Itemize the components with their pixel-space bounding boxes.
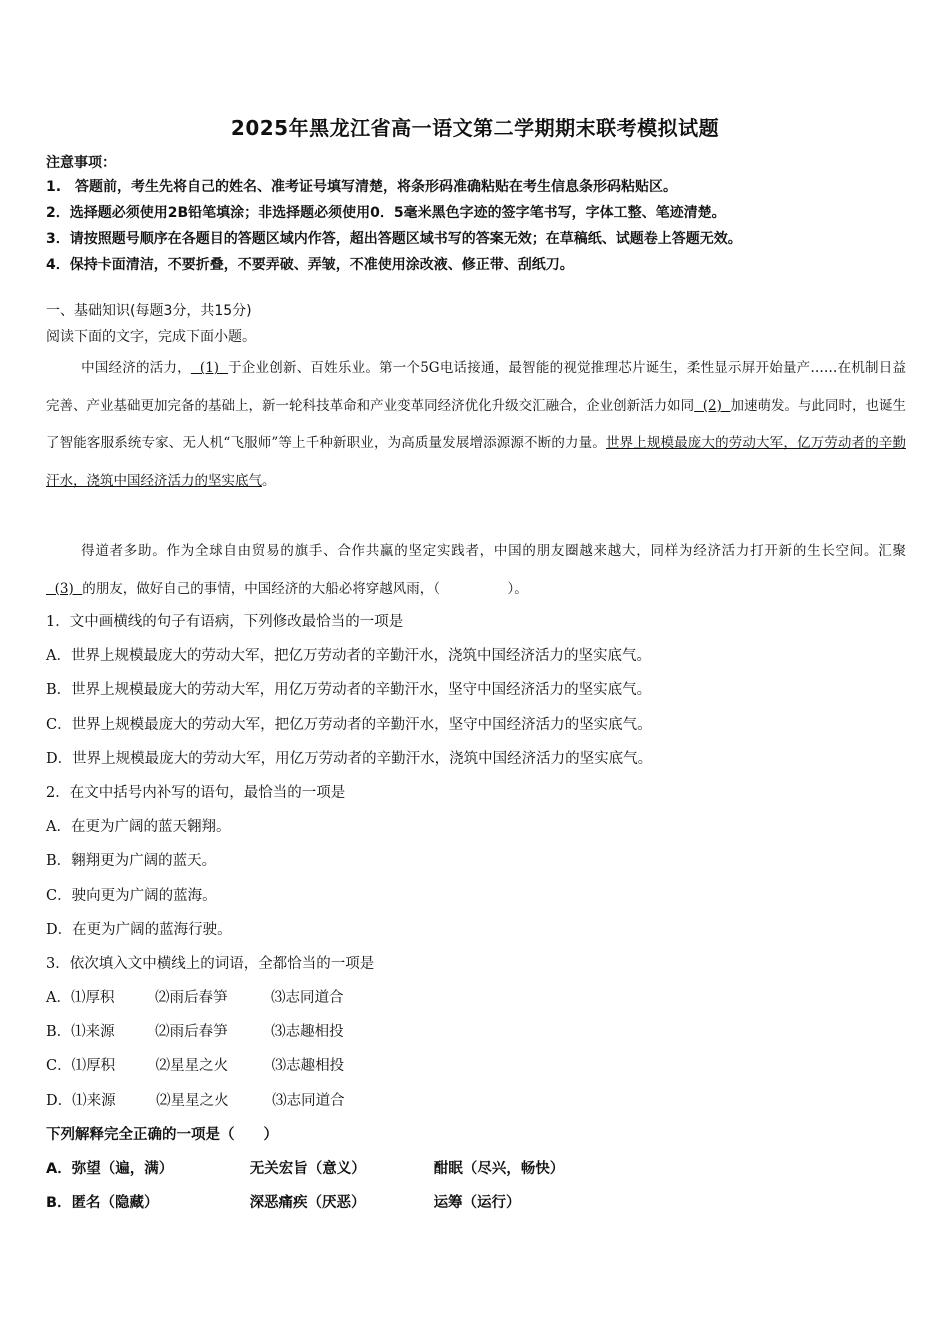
question-3-option-a [46,981,906,1015]
option-word-3: ⑶志同道合 [270,990,344,1007]
passage-text: 中国经济的活力， [81,360,191,376]
option-word-2: ⑵雨后春笋 [154,990,228,1007]
question-1-option-c: C．世界上规模最庞大的劳动大军，把亿万劳动者的辛勤汗水，坚守中国经济活力的坚实底气。 [46,716,652,733]
passage-paragraph-2 [46,533,906,608]
question-3-option-d [46,1084,906,1118]
option-term-1: 弥望（遍，满） [71,1161,174,1177]
question-4-option-b [46,1186,906,1220]
question-1-option-a: A．世界上规模最庞大的劳动大军，把亿万劳动者的辛勤汗水，浇筑中国经济活力的坚实底气。 [46,648,651,665]
option-word-1: ⑴厚积 [70,990,115,1007]
notice-item: 3．请按照题号顺序在各题目的答题区域内作答，超出答题区域书写的答案无效；在草稿纸、试题卷上答题无效。 [46,231,742,247]
blank-2: (2) [694,397,731,414]
option-word-2: ⑵星星之火 [155,1058,229,1075]
option-label: B． [46,1024,72,1041]
notice-item: 2．选择题必须使用2B铅笔填涂；非选择题必须使用0．5毫米黑色字迹的签字笔书写，字体工整、笔迹清楚。 [46,205,726,221]
underlined-sentence: 世界上规模最庞大的劳动大军，亿万劳动者的辛勤汗水，浇筑中国经济活力的坚实底气 [46,435,906,489]
option-label: D． [46,1092,73,1109]
option-term-3: 运筹（运行） [433,1195,521,1212]
option-label: A． [46,990,71,1007]
option-word-3: ⑶志同道合 [272,1092,345,1109]
question-3-option-c [46,1049,906,1083]
passage-text: 加速萌发。与此同时，也诞生了智能客服系统专家、无人机“飞服师”等上千种新职业，为高质量发展增添源源不断的力量。 [46,397,907,451]
option-word-1: ⑴厚积 [71,1058,116,1075]
option-label: A． [46,1161,72,1177]
blank-3: (3) [46,580,83,597]
notice-item: 4．保持卡面清洁，不要折叠，不要弄破、弄皱，不准使用涂改液、修正带、刮纸刀。 [46,257,574,273]
option-label: C． [46,1058,72,1075]
question-3-stem: 3．依次填入文中横线上的词语，全都恰当的一项是 [46,955,375,972]
option-term-3: 酣眠（尽兴，畅快） [433,1161,565,1177]
option-word-2: ⑵星星之火 [156,1092,229,1109]
notice-item: 1. 答题前，考生先将自己的姓名、准考证号填写清楚，将条形码准确粘贴在考生信息条形码粘贴区。 [46,179,678,195]
question-2-option-c: C．驶向更为广阔的蓝海。 [46,887,217,904]
question-1-option-b: B．世界上规模最庞大的劳动大军，用亿万劳动者的辛勤汗水，坚守中国经济活力的坚实底气。 [46,682,652,699]
question-3-option-b [46,1015,906,1049]
passage-paragraph-1 [46,350,906,500]
option-term-2: 无关宏旨（意义） [249,1161,366,1177]
section-heading: 一、基础知识(每题3分，共15分) [46,303,252,319]
option-word-2: ⑵雨后春笋 [155,1024,228,1041]
reading-instruction: 阅读下面的文字，完成下面小题。 [46,329,256,345]
question-2-option-a: A．在更为广阔的蓝天翱翔。 [46,819,231,836]
passage-text: 得道者多助。作为全球自由贸易的旗手、合作共赢的坚定实践者，中国的朋友圈越来越大，同样为经济活力打开新的生长空间。汇聚 [81,543,906,559]
page-title: 2025年黑龙江省高一语文第二学期期末联考模拟试题 [230,116,720,140]
question-list [46,605,906,1220]
question-1-stem: 1．文中画横线的句子有语病，下列修改最恰当的一项是 [46,614,404,630]
question-4-option-a [46,1152,906,1186]
option-term-1: 匿名（隐藏） [71,1195,159,1212]
passage-text: 的朋友，做好自己的事情，中国经济的大船必将穿越风雨，（ ）。 [82,580,528,597]
passage-text: 。 [262,472,276,489]
option-word-1: ⑴来源 [71,1024,115,1041]
option-word-1: ⑴来源 [72,1092,116,1109]
option-word-3: ⑶志趣相投 [271,1058,345,1075]
question-1-option-d: D．世界上规模最庞大的劳动大军，用亿万劳动者的辛勤汗水，浇筑中国经济活力的坚实底气。 [46,750,653,767]
question-2-option-b: B．翱翔更为广阔的蓝天。 [46,853,217,870]
option-label: B． [46,1195,72,1212]
question-2-stem: 2．在文中括号内补写的语句，最恰当的一项是 [46,784,346,801]
passage-text: 于企业创新、百姓乐业。第一个5G电话接通，最智能的视觉推理芯片诞生，柔性显示屏开始量产……在机制日益完善、产业基础更加完备的基础上，新一轮科技革命和产业变革同经济优化升级交汇融合，企业创新活力如同 [46,360,906,414]
question-2-option-d: D．在更为广阔的蓝海行驶。 [46,921,232,938]
question-4-stem: 下列解释完全正确的一项是（ ） [46,1126,278,1143]
notice-heading: 注意事项： [46,155,116,171]
notice-list [46,174,906,278]
option-word-3: ⑶志趣相投 [271,1024,344,1041]
blank-1: (1) [190,360,229,376]
option-term-2: 深恶痛疾（厌恶） [249,1195,366,1212]
